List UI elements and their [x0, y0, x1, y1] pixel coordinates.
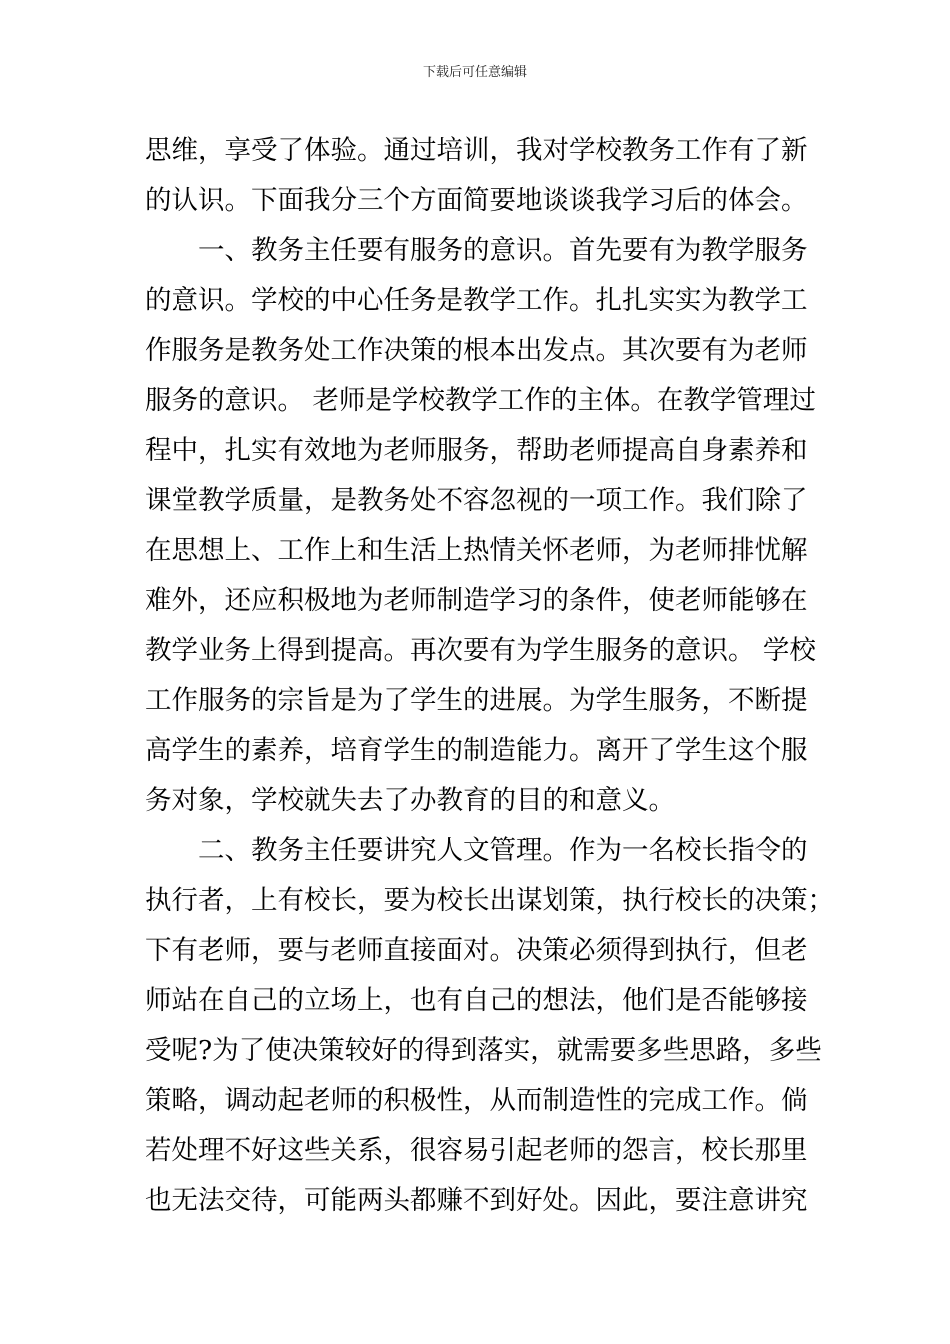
text-line: 策略，调动起老师的积极性，从而制造性的完成工作。倘 [145, 1085, 808, 1116]
text-line: 工作服务的宗旨是为了学生的进展。为学生服务，不断提 [145, 685, 808, 716]
text-line: 受呢?为了使决策较好的得到落实，就需要多些思路，多些 [145, 1035, 822, 1066]
text-line: 师站在自己的立场上，也有自己的想法，他们是否能够接 [145, 985, 808, 1016]
page-header: 下载后可任意编辑 [422, 65, 527, 80]
text-line: 在思想上、工作上和生活上热情关怀老师，为老师排忧解 [145, 535, 808, 566]
text-line: 下有老师，要与老师直接面对。决策必须得到执行，但老 [145, 935, 808, 966]
text-line: 高学生的素养，培育学生的制造能力。离开了学生这个服 [145, 735, 808, 766]
text-line: 程中，扎实有效地为老师服务，帮助老师提高自身素养和 [145, 435, 808, 466]
text-line: 思维，享受了体验。通过培训，我对学校教务工作有了新 [145, 135, 808, 166]
text-line: 二、教务主任要讲究人文管理。作为一名校长指令的 [198, 835, 808, 866]
document-body [145, 126, 834, 1226]
text-line: 一、教务主任要有服务的意识。首先要有为教学服务 [198, 235, 808, 266]
text-line: 作服务是教务处工作决策的根本出发点。其次要有为老师 [145, 335, 808, 366]
text-line: 执行者，上有校长，要为校长出谋划策，执行校长的决策； [145, 885, 834, 916]
text-line: 若处理不好这些关系，很容易引起老师的怨言，校长那里 [145, 1135, 808, 1166]
text-line: 也无法交待，可能两头都赚不到好处。因此，要注意讲究 [145, 1185, 808, 1216]
text-line: 的意识。学校的中心任务是教学工作。扎扎实实为教学工 [145, 285, 808, 316]
text-line: 的认识。下面我分三个方面简要地谈谈我学习后的体会。 [145, 185, 808, 216]
text-line: 难外，还应积极地为老师制造学习的条件，使老师能够在 [145, 585, 808, 616]
text-line: 教学业务上得到提高。再次要有为学生服务的意识。 学校 [145, 635, 816, 666]
text-line: 课堂教学质量，是教务处不容忽视的一项工作。我们除了 [145, 485, 808, 516]
text-line: 服务的意识。 老师是学校教学工作的主体。在教学管理过 [145, 385, 816, 416]
text-line: 务对象，学校就失去了办教育的目的和意义。 [145, 785, 675, 816]
